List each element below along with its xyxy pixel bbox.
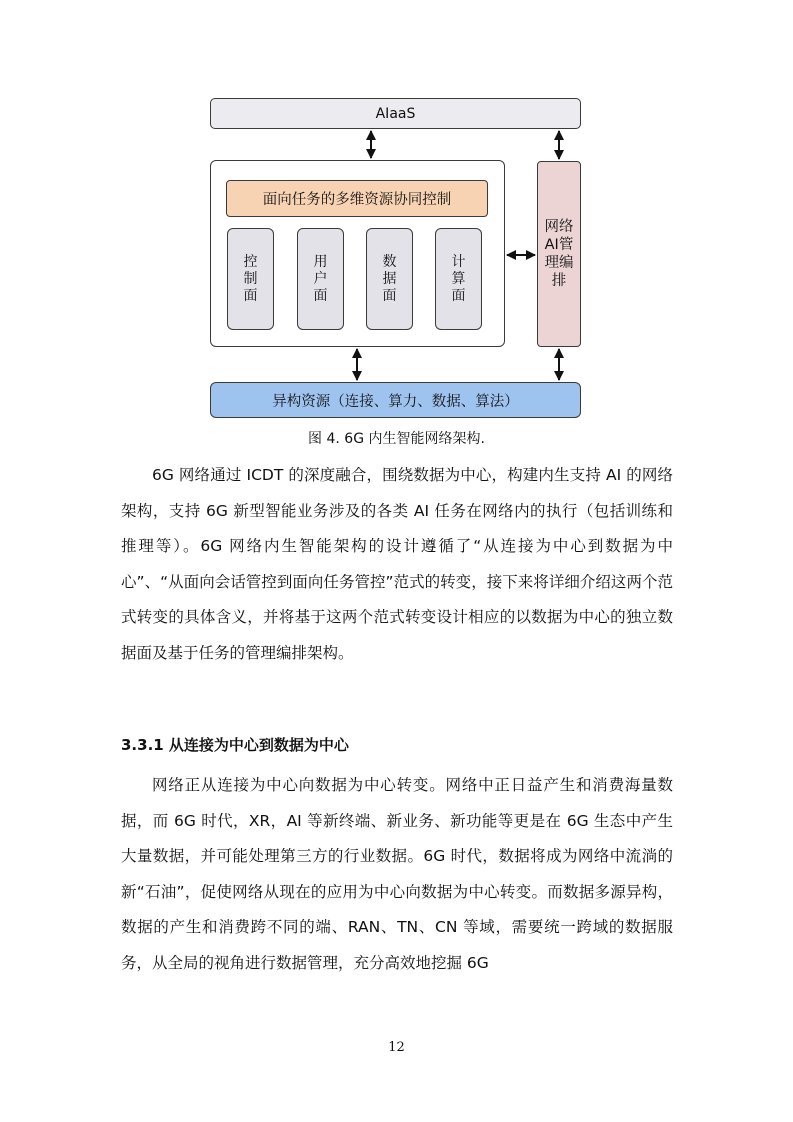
user-plane-label: 用户面 bbox=[313, 253, 328, 304]
section-paragraph: 网络正从连接为中心向数据为中心转变。网络中正日益产生和消费海量数据，而 6G 时代，XR，AI 等新终端、新业务、新功能等更是在 6G 生态中产生大量数据，并可能处理第三方的行业数据。6G 时代，数据将成为网络中流淌的新“石油”，促使网络从现在的应用为中心向数据为中心转变。而数据多源异构，数据的产生和消费跨不同的端、RAN、TN、CN 等域，需要统一跨域的数据服务，从全局的视角进行数据管理，充分高效地挖掘 6G bbox=[121, 776, 673, 972]
ai-management-label: 网络AI管理编排 bbox=[544, 219, 574, 289]
task-control-label: 面向任务的多维资源协同控制 bbox=[262, 192, 452, 208]
heterogeneous-resources-label: 异构资源（连接、算力、数据、算法） bbox=[272, 393, 519, 410]
control-plane-label: 控制面 bbox=[243, 253, 258, 304]
section-heading: 3.3.1 从连接为中心到数据为中心 bbox=[121, 736, 349, 754]
diagram-arrows bbox=[0, 0, 793, 425]
aiaas-label: AIaaS bbox=[375, 105, 416, 122]
compute-plane-label: 计算面 bbox=[451, 253, 466, 304]
body-paragraph: 6G 网络通过 ICDT 的深度融合，围绕数据为中心，构建内生支持 AI 的网络架构，支持 6G 新型智能业务涉及的各类 AI 任务在网络内的执行（包括训练和推理等）。6G 网络内生智能架构的设计遵循了“从连接为中心到数据为中心”、“从面向会话管控到面向任务管控”范式的转变，接下来将详细介绍这两个范式转变的具体含义，并将基于这两个范式转变设计相应的以数据为中心的独立数据面及基于任务的管理编排架构。 bbox=[121, 466, 673, 662]
page-number: 12 bbox=[388, 1040, 405, 1055]
architecture-diagram bbox=[0, 0, 793, 425]
figure-caption: 图 4. 6G 内生智能网络架构. bbox=[308, 431, 485, 447]
data-plane-label: 数据面 bbox=[382, 253, 397, 304]
